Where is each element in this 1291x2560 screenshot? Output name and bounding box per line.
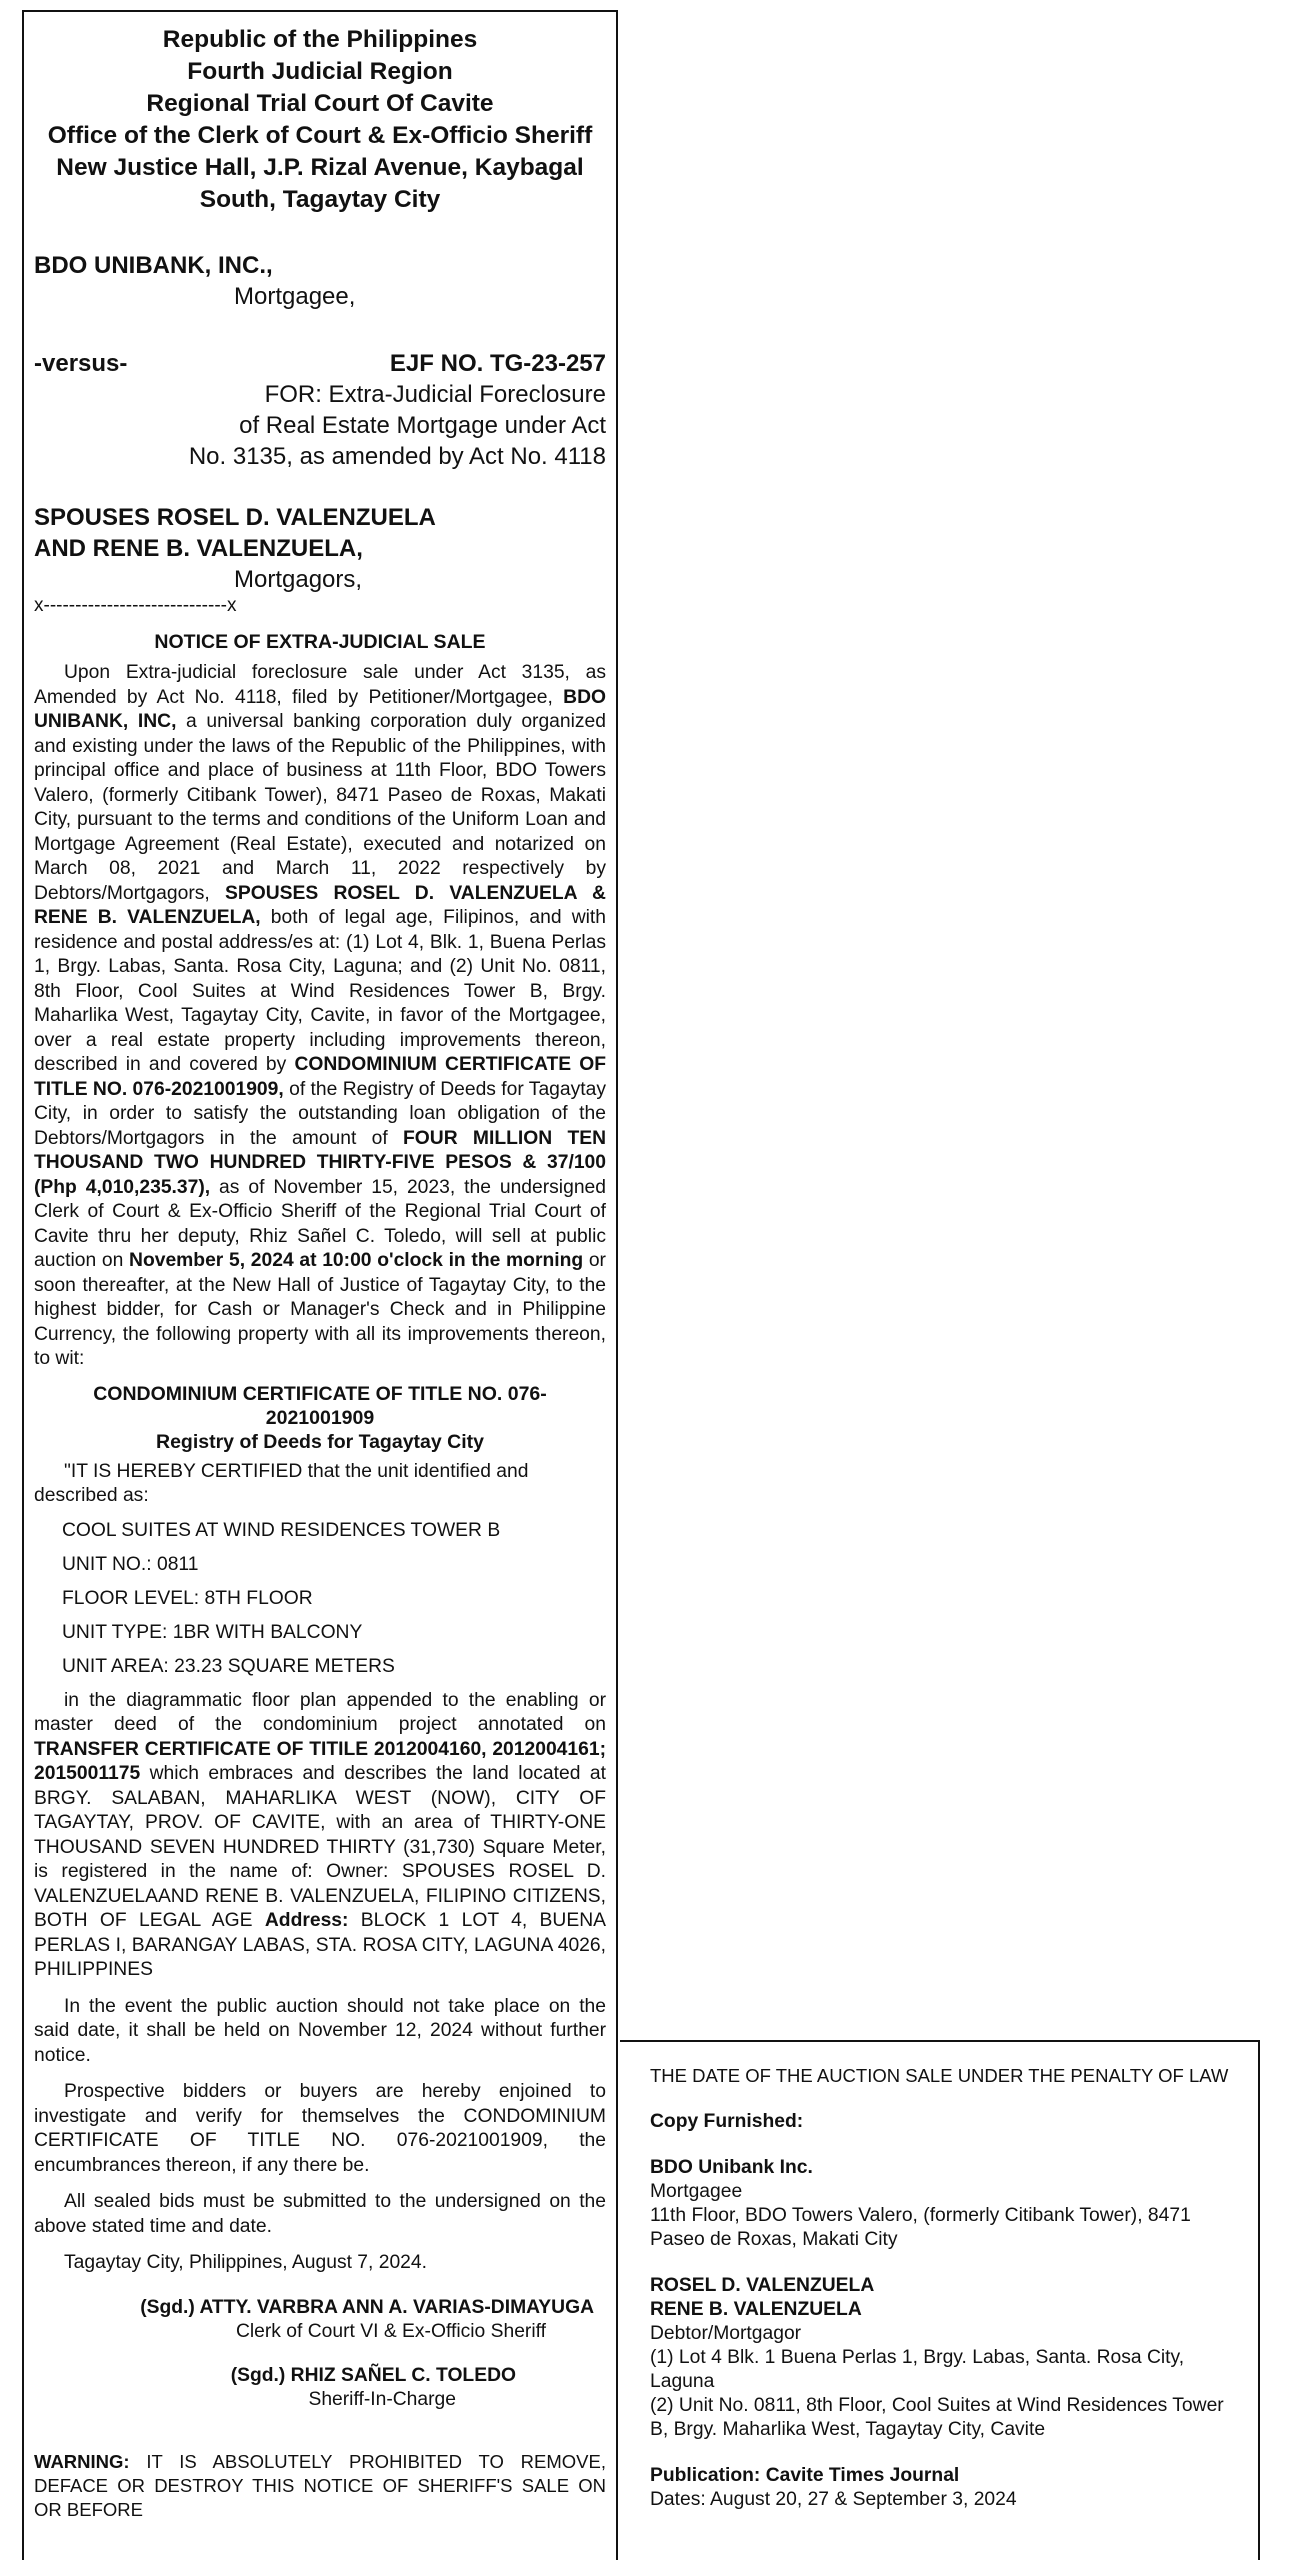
text-run: both of legal age, Filipinos, and with residence and postal address/es at: (1) Lot 4, Blk. 1, Buena Perlas 1, Brgy. Labas, Santa. Rosa City, Laguna; and (2) Unit No. 0811, 8th Floor, Cool Suites at Wind Residences Tower B, Brgy. Maharlika West, Tagaytay City, Cavite, in favor of the Mortgagee, over a real estate property including improvements thereon, described in and covered by bbox=[34, 907, 606, 1075]
mortgagor-role: Mortgagors, bbox=[234, 566, 363, 593]
cct-title: CONDOMINIUM CERTIFICATE OF TITLE NO. 076- bbox=[93, 1382, 547, 1405]
unit-details bbox=[34, 1519, 606, 1679]
warning-continuation: THE DATE OF THE AUCTION SALE UNDER THE PENALTY OF LAW bbox=[650, 2065, 1229, 2086]
text-run-bold: BDO UNIBANK, INC, bbox=[34, 686, 606, 732]
header-line: Republic of the Philippines bbox=[162, 26, 478, 53]
versus-label: -versus- bbox=[34, 350, 128, 377]
notice-right-column bbox=[620, 2040, 1260, 2560]
mortgagor-name: AND RENE B. VALENZUELA, bbox=[34, 535, 363, 562]
notice-title: NOTICE OF EXTRA-JUDICIAL SALE bbox=[154, 631, 486, 653]
text-run: BLOCK 1 LOT 4, BUENA PERLAS I, BARANGAY LABAS, STA. ROSA CITY, LAGUNA 4026, PHILIPPINES bbox=[34, 1910, 606, 1980]
signatory-name: (Sgd.) ATTY. VARBRA ANN A. VARIAS-DIMAYUGA bbox=[140, 2296, 594, 2318]
recipient-role: Mortgagee bbox=[650, 2181, 743, 2202]
certification-line: "IT IS HEREBY CERTIFIED that the unit identified and described as: bbox=[34, 1460, 529, 1506]
recipient-address: (2) Unit No. 0811, 8th Floor, Cool Suites at Wind Residences Tower B, Brgy. Maharlika West, Tagaytay City, Cavite bbox=[650, 2395, 1224, 2440]
recipient-name: BDO Unibank Inc. bbox=[650, 2157, 813, 2178]
unit-detail-item: COOL SUITES AT WIND RESIDENCES TOWER B bbox=[62, 1519, 501, 1541]
text-run-bold: Address: bbox=[264, 1910, 349, 1931]
header-line: Fourth Judicial Region bbox=[187, 58, 453, 85]
case-for-line: No. 3135, as amended by Act No. 4118 bbox=[188, 443, 606, 470]
header-line: South, Tagaytay City bbox=[199, 186, 441, 213]
unit-detail-item: FLOOR LEVEL: 8TH FLOOR bbox=[62, 1587, 313, 1609]
text-run: which embraces and describes the land located at BRGY. SALABAN, MAHARLIKA WEST (NOW), CITY OF TAGAYTAY, PROV. OF CAVITE, with an area of THIRTY-ONE THOUSAND SEVEN HUNDRED THIRTY (31,730) Square Meter, is registered in the name of: Owner: SPOUSES ROSEL D. VALENZUELAAND RENE B. VALENZUELA, FILIPINO CITIZENS, BOTH OF LEGAL AGE bbox=[34, 1763, 606, 1931]
text-run: in the diagrammatic floor plan appended to the enabling or master deed of the condominium project annotated on bbox=[34, 1689, 606, 1735]
publication-dates: Dates: August 20, 27 & September 3, 2024 bbox=[650, 2489, 1017, 2510]
recipient-name: ROSEL D. VALENZUELA bbox=[650, 2275, 875, 2296]
unit-detail-item: UNIT TYPE: 1BR WITH BALCONY bbox=[62, 1621, 363, 1643]
recipient-address: (1) Lot 4 Blk. 1 Buena Perlas 1, Brgy. Labas, Santa. Rosa City, Laguna bbox=[650, 2347, 1185, 2392]
text-run: as of November 15, 2023, the undersigned Clerk of Court & Ex-Officio Sheriff of the Regional Trial Court of Cavite thru her deputy, Rhiz Sañel C. Toledo, will sell at public auction on bbox=[34, 1176, 606, 1271]
text-run: a universal banking corporation duly organized and existing under the laws of the Republic of the Philippines, with principal office and place of business at 11th Floor, BDO Towers Valero, (formerly Citibank Tower), 8471 Paseo de Roxas, Makati City, pursuant to the terms and conditions of the Uniform Loan and Mortgage Agreement (Real Estate), executed and notarized on March 08, 2021 and March 11, 2022 respectively by Debtors/Mortgagors, bbox=[34, 711, 606, 904]
notice-paragraph-1 bbox=[34, 661, 606, 1372]
notice-left-column bbox=[22, 10, 618, 2560]
header-line: Office of the Clerk of Court & Ex-Officio Sheriff bbox=[47, 122, 593, 149]
header-line: Regional Trial Court Of Cavite bbox=[146, 90, 494, 117]
mortgagor-name: SPOUSES ROSEL D. VALENZUELA bbox=[34, 504, 436, 531]
notice-date-line: Tagaytay City, Philippines, August 7, 2024. bbox=[64, 2252, 427, 2273]
notice-paragraph-4: Prospective bidders or buyers are hereby enjoined to investigate and verify for themselves the CONDOMINIUM CERTIFICATE OF TITLE NO. 076-2021001909, the encumbrances thereon, if any there be. bbox=[34, 2081, 606, 2176]
publication-line: Publication: Cavite Times Journal bbox=[650, 2465, 960, 2486]
text-run: Upon Extra-judicial foreclosure sale under Act 3135, as Amended by Act No. 4118, filed by Petitioner/Mortgagee, bbox=[34, 662, 606, 708]
text-run-bold: FOUR MILLION TEN THOUSAND TWO HUNDRED THIRTY-FIVE PESOS & 37/100 (Php 4,010,235.37), bbox=[34, 1127, 607, 1198]
signatory-title: Clerk of Court VI & Ex-Officio Sheriff bbox=[235, 2320, 546, 2342]
case-for-line: of Real Estate Mortgage under Act bbox=[239, 412, 606, 439]
signatory-title: Sheriff-In-Charge bbox=[308, 2388, 456, 2410]
recipient-role: Debtor/Mortgagor bbox=[650, 2323, 802, 2344]
notice-paragraph-5: All sealed bids must be submitted to the undersigned on the above stated time and date. bbox=[34, 2191, 606, 2237]
unit-detail-item: UNIT NO.: 0811 bbox=[62, 1553, 199, 1575]
unit-detail-item: UNIT AREA: 23.23 SQUARE METERS bbox=[62, 1655, 395, 1677]
versus-row bbox=[34, 348, 606, 379]
recipient-address: 11th Floor, BDO Towers Valero, (formerly Citibank Tower), 8471 Paseo de Roxas, Makati City bbox=[650, 2205, 1191, 2250]
text-run: of the Registry of Deeds for Tagaytay City, in order to satisfy the outstanding loan obligation of the Debtors/Mortgagors in the amount of bbox=[34, 1078, 606, 1149]
caption-separator: x-----------------------------x bbox=[34, 595, 237, 616]
text-run-bold: TRANSFER CERTIFICATE OF TITILE 2012004160, 2012004161; 2015001175 bbox=[34, 1738, 606, 1784]
notice-right-content bbox=[650, 2064, 1240, 2512]
signatory-name: (Sgd.) RHIZ SAÑEL C. TOLEDO bbox=[230, 2364, 516, 2386]
text-run-bold: CONDOMINIUM CERTIFICATE OF TITLE NO. 076-2021001909, bbox=[34, 1054, 606, 1100]
notice-left-content bbox=[34, 24, 606, 2541]
mortgagee-name: BDO UNIBANK, INC., bbox=[34, 252, 273, 279]
cct-title: 2021001909 bbox=[265, 1406, 375, 1429]
case-for-line: FOR: Extra-Judicial Foreclosure bbox=[264, 381, 606, 408]
warning-text: IT IS ABSOLUTELY PROHIBITED TO REMOVE, DEFACE OR DESTROY THIS NOTICE OF SHERIFF'S SALE ON OR BEFORE bbox=[34, 2451, 606, 2520]
warning-notice bbox=[34, 2450, 606, 2522]
header-line: New Justice Hall, J.P. Rizal Avenue, Kaybagal bbox=[56, 154, 584, 181]
warning-label: WARNING: bbox=[34, 2451, 130, 2472]
registry-title: Registry of Deeds for Tagaytay City bbox=[156, 1430, 484, 1453]
text-run: or soon thereafter, at the New Hall of Justice of Tagaytay City, to the highest bidder, for Cash or Manager's Check and in Philippine Currency, the following property with all its improvements thereon, to wit: bbox=[34, 1250, 606, 1369]
copy-furnished-heading: Copy Furnished: bbox=[650, 2111, 804, 2132]
case-number: EJF NO. TG-23-257 bbox=[389, 350, 606, 377]
notice-paragraph-2 bbox=[34, 1689, 606, 1983]
text-run-bold: SPOUSES ROSEL D. VALENZUELA & RENE B. VALENZUELA, bbox=[34, 882, 606, 928]
notice-paragraph-3: In the event the public auction should not take place on the said date, it shall be held on November 12, 2024 without further notice. bbox=[34, 1995, 606, 2066]
text-run-bold: November 5, 2024 at 10:00 o'clock in the morning bbox=[129, 1250, 584, 1271]
mortgagee-role: Mortgagee, bbox=[234, 283, 356, 310]
recipient-name: RENE B. VALENZUELA bbox=[650, 2299, 862, 2320]
court-header bbox=[34, 24, 606, 216]
